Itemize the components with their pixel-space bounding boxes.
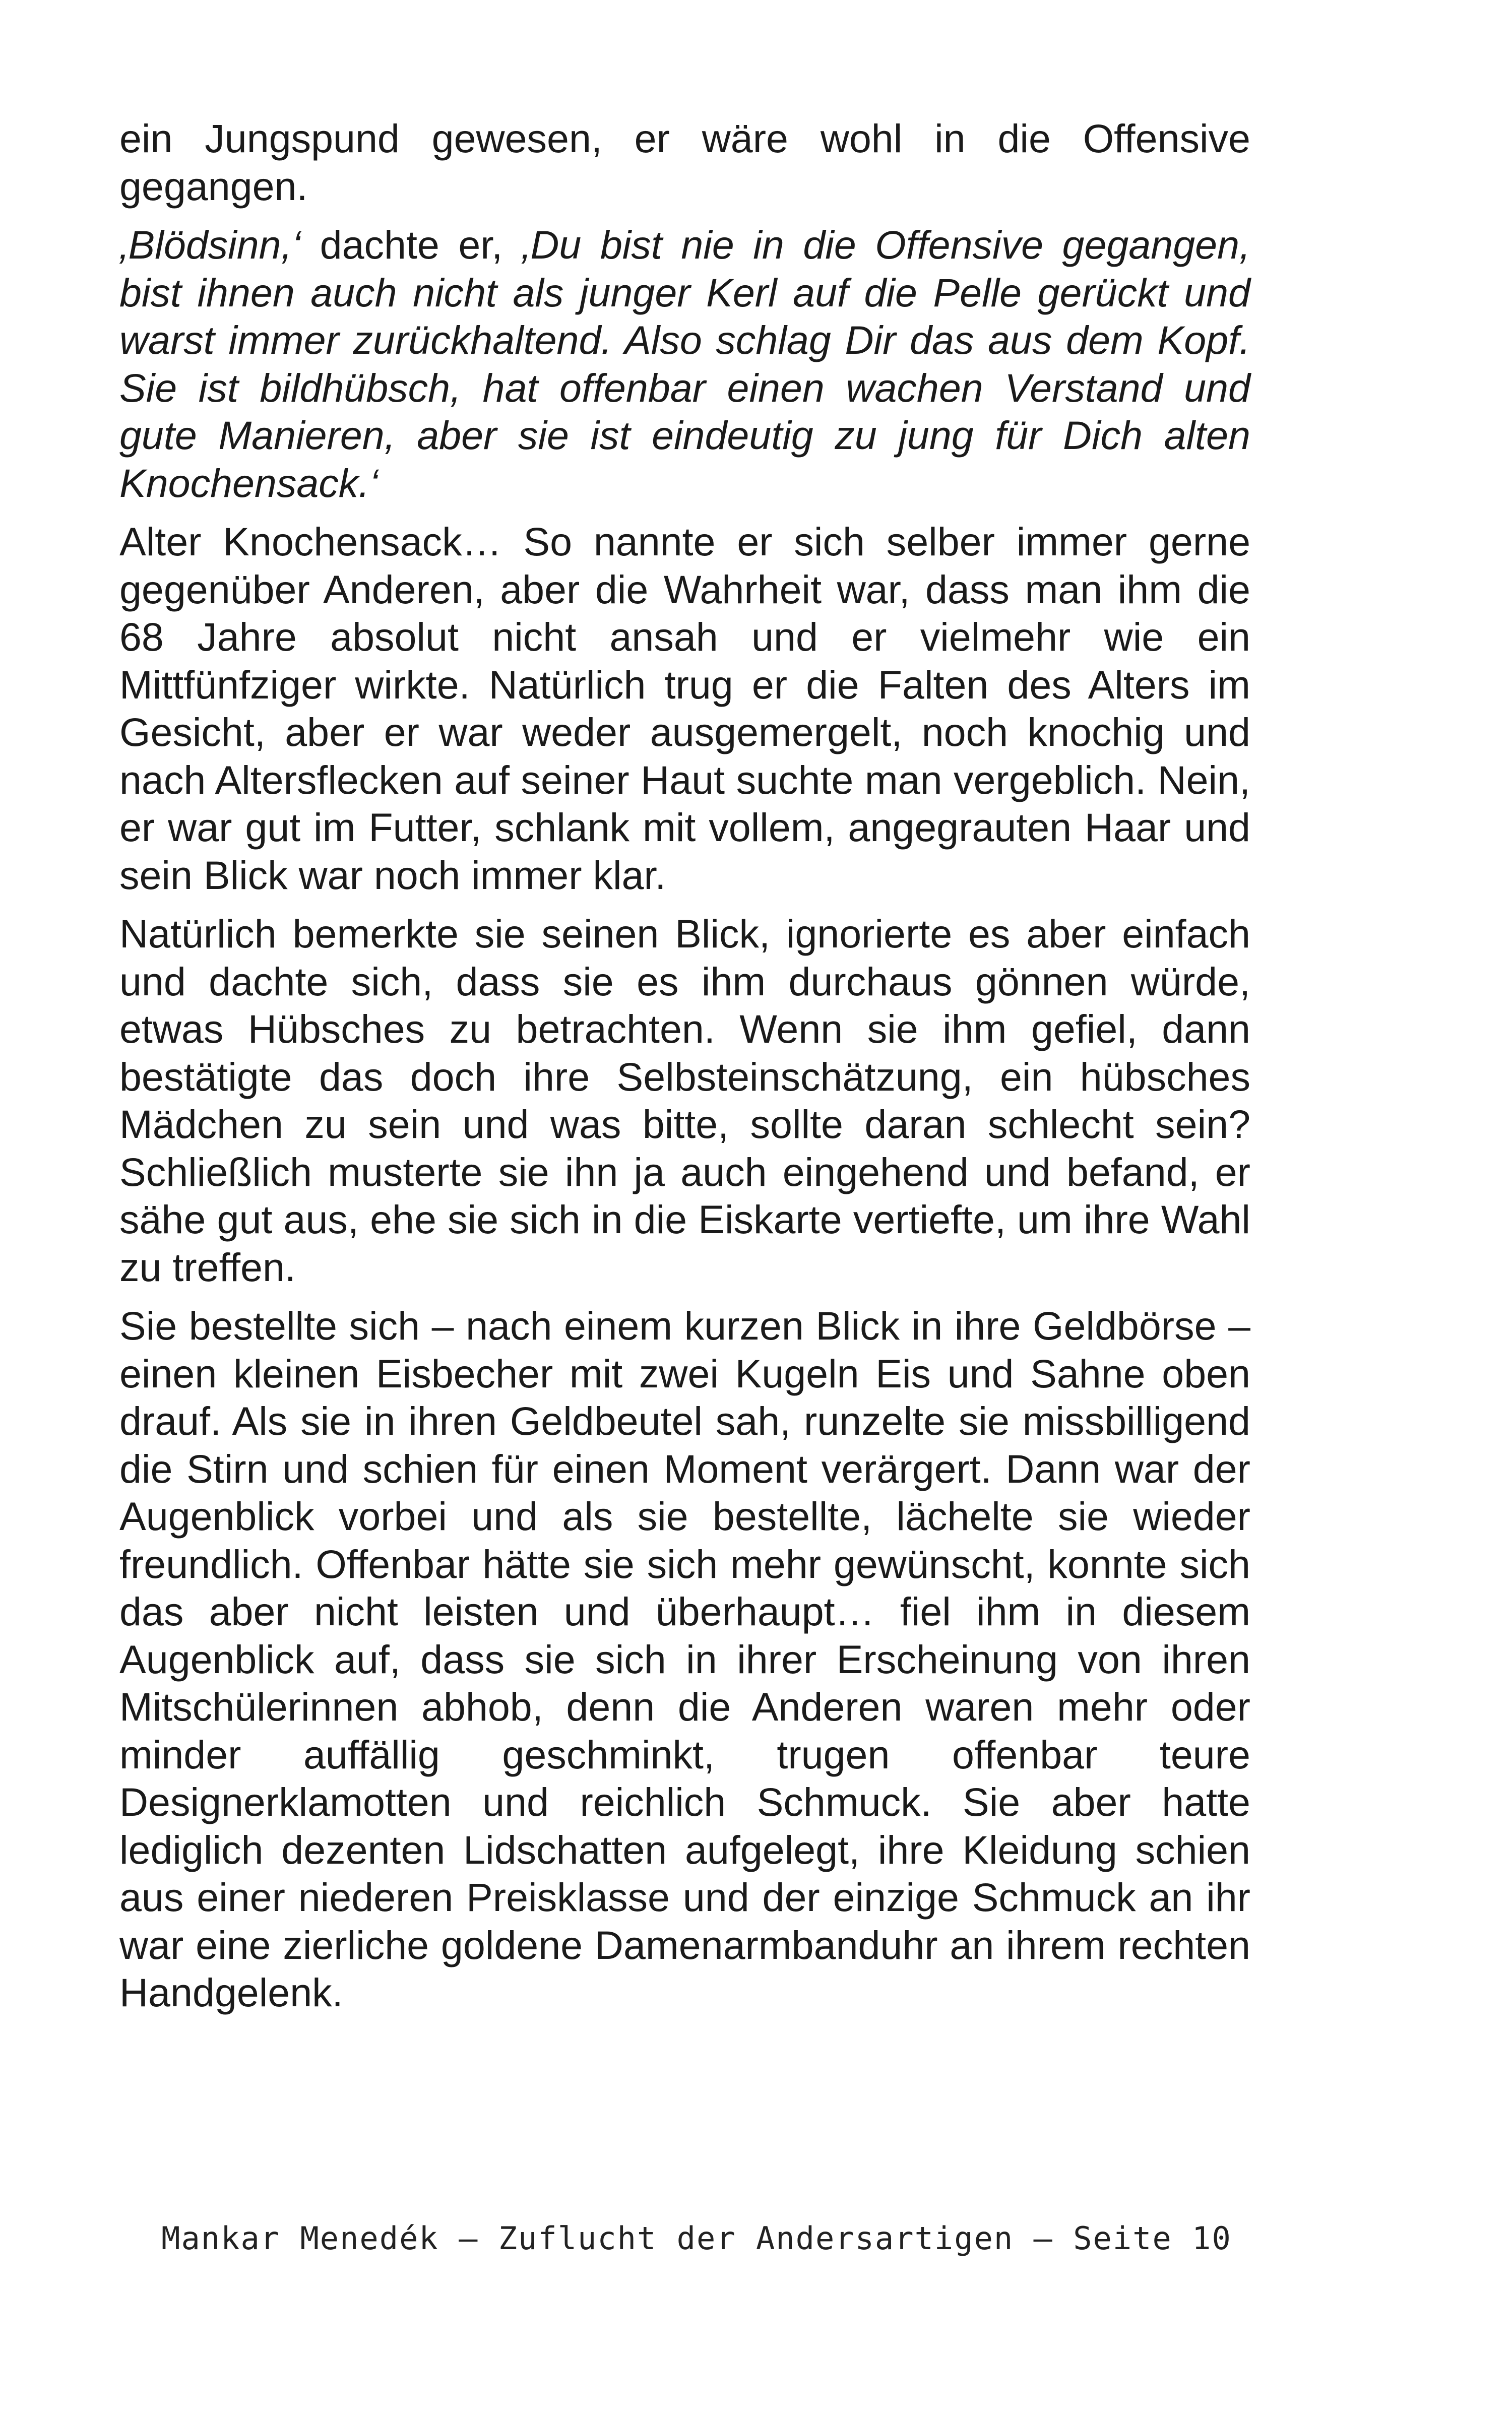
page-footer <box>0 2220 1512 2257</box>
paragraph-1: ein Jungspund gewesen, er wäre wohl in die Offensive gegangen. <box>119 116 1250 209</box>
thought-main: ‚Du bist nie in die Offensive gegangen, bist ihnen auch nicht als junger Kerl auf die Pelle gerückt und warst immer zurückhaltend. Also schlag Dir das aus dem Kopf. Sie ist bildhübsch, hat offenbar einen wachen Verstand und gute Manieren, aber sie ist eindeutig zu jung für Dich alten Knochensack.‘ <box>119 222 1250 505</box>
paragraph-5: Sie bestellte sich – nach einem kurzen Blick in ihre Geldbörse – einen kleinen Eisbecher mit zwei Kugeln Eis und Sahne oben drauf. Als sie in ihren Geldbeutel sah, runzelte sie missbilligend die Stirn und schien für einen Moment verärgert. Dann war der Augenblick vorbei und als sie bestellte, lächelte sie wieder freundlich. Offenbar hätte sie sich mehr gewünscht, konnte sich das aber nicht leisten und überhaupt… fiel ihm in diesem Augenblick auf, dass sie sich in ihrer Erscheinung von ihren Mitschülerinnen abhob, denn die Anderen waren mehr oder minder auffällig geschminkt, trugen offenbar teure Designerklamotten und reichlich Schmuck. Sie aber hatte lediglich dezenten Lidschatten aufgelegt, ihre Kleidung schien aus einer niederen Preisklasse und der einzige Schmuck an ihr war eine zierliche goldene Damenarmbanduhr an ihrem rechten Handgelenk. <box>119 1303 1250 2015</box>
thought-blodsinn: ‚Blödsinn,‘ <box>119 222 301 267</box>
paragraph-4: Natürlich bemerkte sie seinen Blick, ignorierte es aber einfach und dachte sich, dass sie es ihm durchaus gönnen würde, etwas Hübsches zu betrachten. Wenn sie ihm gefiel, dann bestätigte das doch ihre Selbsteinschätzung, ein hübsches Mädchen zu sein und was bitte, sollte daran schlecht sein? Schließlich musterte sie ihn ja auch eingehend und befand, er sähe gut aus, ehe sie sich in die Eiskarte vertiefte, um ihre Wahl zu treffen. <box>119 911 1250 1290</box>
narration-dachte-er: dachte er, <box>301 222 522 267</box>
footer-text: Mankar Menedék – Zuflucht der Andersartigen – Seite 10 <box>161 2220 1232 2257</box>
paragraph-3: Alter Knochensack… So nannte er sich selber immer gerne gegenüber Anderen, aber die Wahrheit war, dass man ihm die 68 Jahre absolut nicht ansah und er vielmehr wie ein Mittfünfziger wirkte. Natürlich trug er die Falten des Alters im Gesicht, aber er war weder ausgemergelt, noch knochig und nach Altersflecken auf seiner Haut suchte man vergeblich. Nein, er war gut im Futter, schlank mit vollem, angegrauten Haar und sein Blick war noch immer klar. <box>119 519 1250 898</box>
body-text <box>119 115 1250 2028</box>
paragraph-2-thought <box>119 221 1250 507</box>
